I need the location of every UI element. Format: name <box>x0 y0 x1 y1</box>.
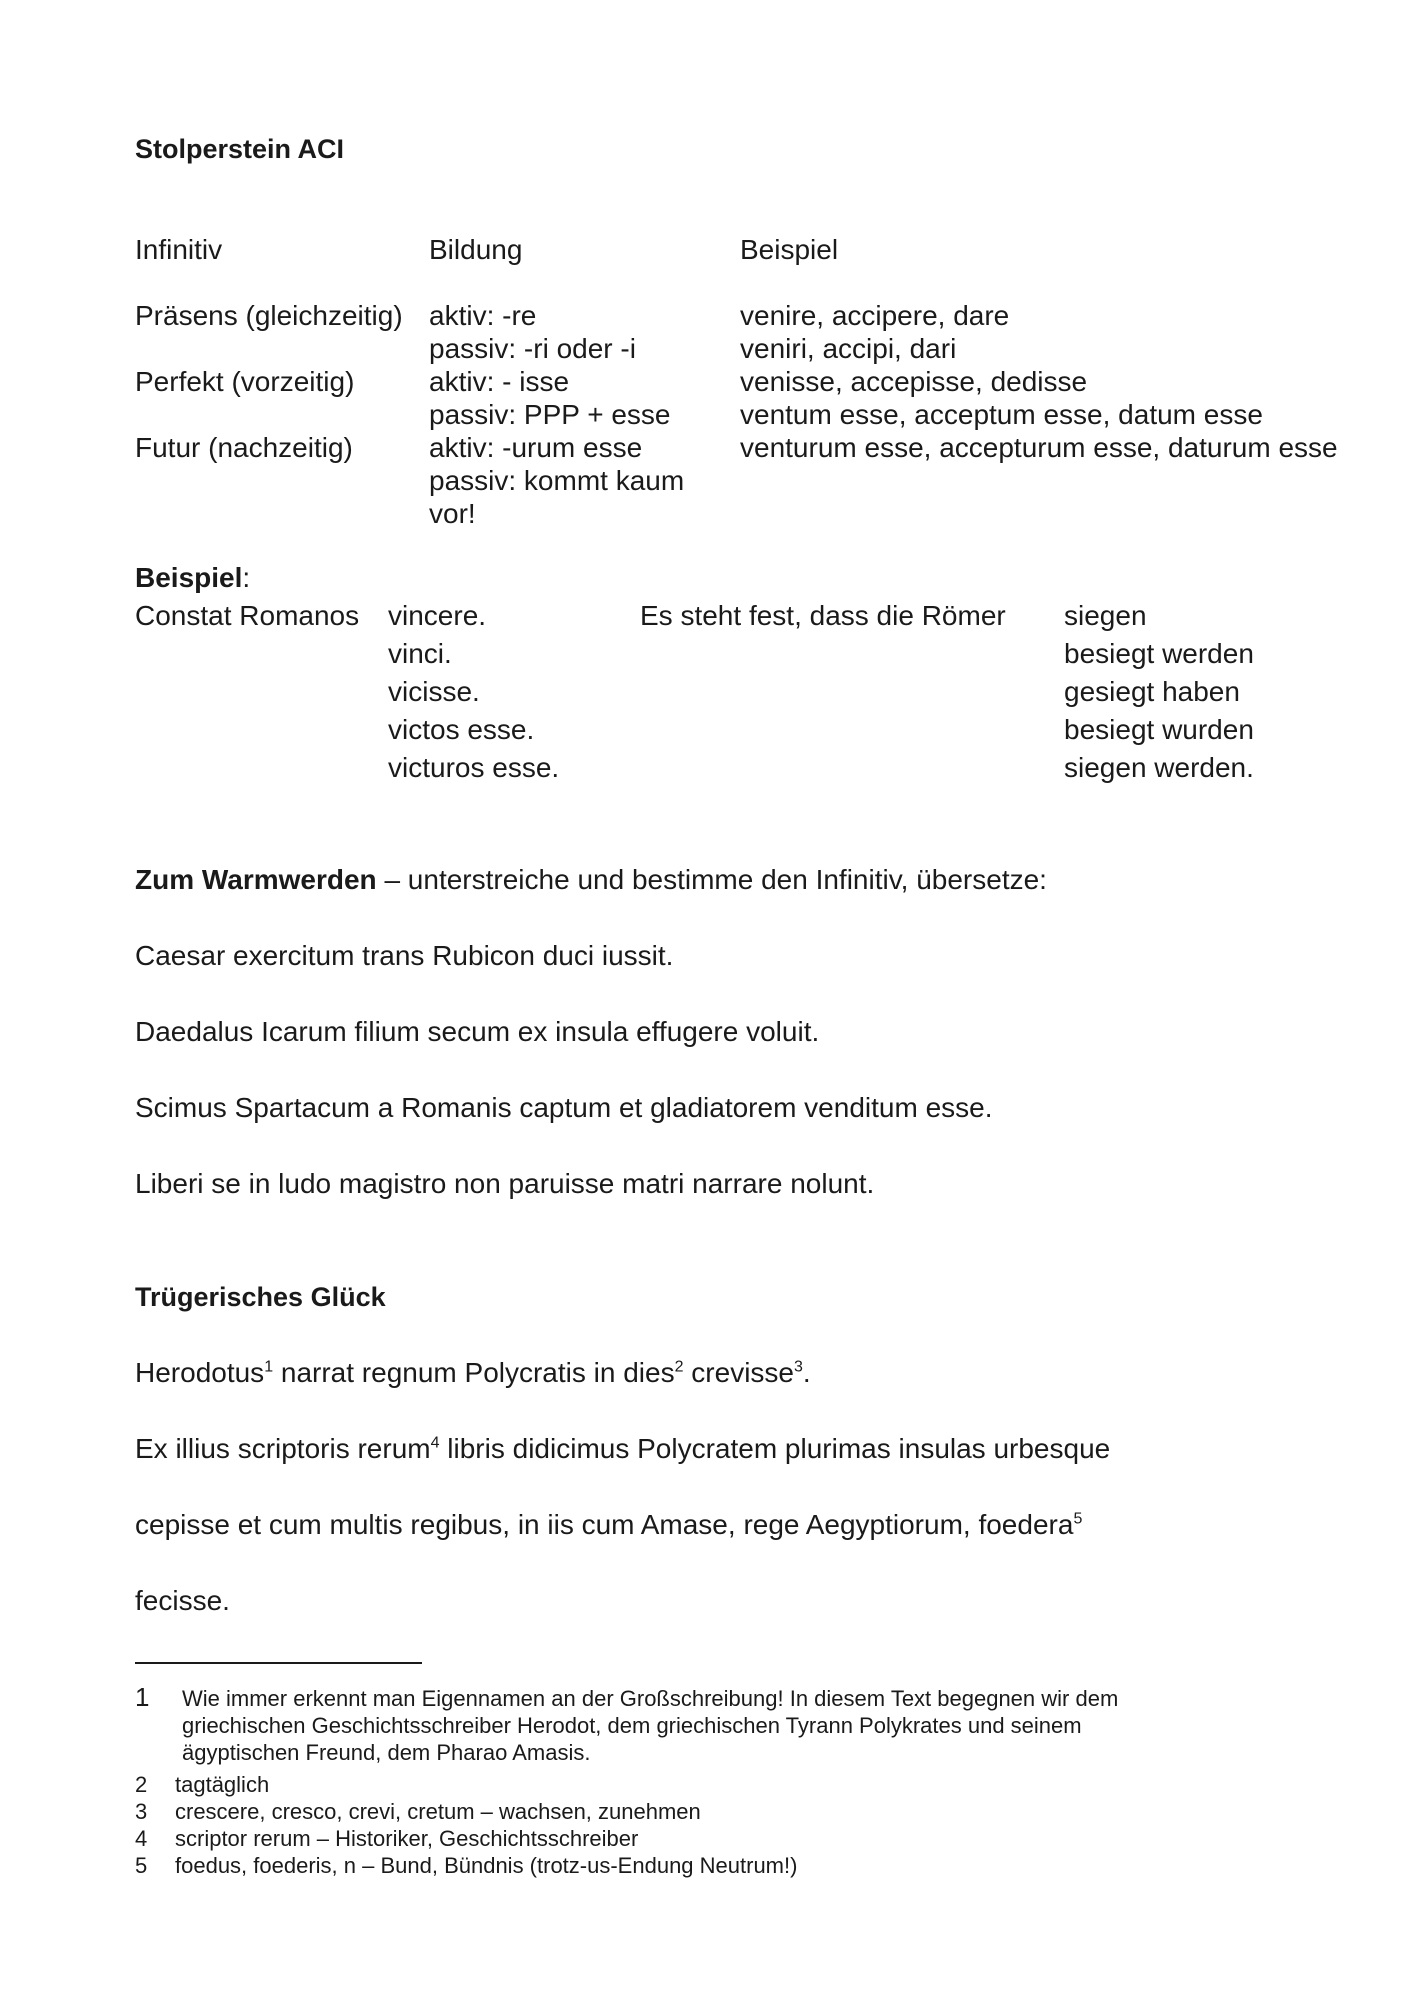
table-cell-form: passiv: PPP + esse <box>429 399 671 430</box>
text-fragment: Ex illius scriptoris rerum <box>135 1433 431 1464</box>
footnote-number: 4 <box>135 1826 148 1851</box>
table-cell-tense: Perfekt (vorzeitig) <box>135 366 355 397</box>
table-cell-tense: Präsens (gleichzeitig) <box>135 300 403 331</box>
table-header-bildung: Bildung <box>429 234 523 265</box>
table-cell-form: passiv: kommt kaum <box>429 465 685 496</box>
footnote-text: scriptor rerum – Historiker, Geschichtsschreiber <box>175 1826 639 1851</box>
footnote-text: griechischen Geschichtsschreiber Herodot, dem griechischen Tyrann Polykrates und seinem <box>182 1713 1082 1738</box>
warmup-sentence: Liberi se in ludo magistro non paruisse matri narrare nolunt. <box>135 1168 875 1199</box>
example-german: besiegt werden <box>1064 638 1254 669</box>
table-cell-form: aktiv: -urum esse <box>429 432 643 463</box>
example-heading-label: Beispiel <box>135 562 243 593</box>
text-fragment: libris didicimus Polycratem plurimas insulas urbesque <box>439 1433 1111 1464</box>
text-fragment: cepisse et cum multis regibus, in iis cum Amase, rege Aegyptiorum, foedera <box>135 1509 1074 1540</box>
table-cell-form: vor! <box>429 498 476 529</box>
table-cell-form: aktiv: - isse <box>429 366 570 397</box>
footnote-ref[interactable]: 5 <box>1073 1510 1083 1528</box>
footnote-text: foedus, foederis, n – Bund, Bündnis (trotz-us-Endung Neutrum!) <box>175 1853 798 1878</box>
table-cell-form: aktiv: -re <box>429 300 537 331</box>
example-latin: vinci. <box>388 638 452 669</box>
warmup-sentence: Caesar exercitum trans Rubicon duci iussit. <box>135 940 674 971</box>
footnote-ref[interactable]: 3 <box>793 1358 803 1376</box>
footnote-ref[interactable]: 2 <box>674 1358 684 1376</box>
warmup-sentence: Daedalus Icarum filium secum ex insula effugere voluit. <box>135 1016 820 1047</box>
warmup-instruction: – unterstreiche und bestimme den Infinitiv, übersetze: <box>376 864 1047 895</box>
text-fragment: . <box>802 1357 811 1388</box>
table-cell-example: veniri, accipi, dari <box>740 333 957 364</box>
table-header-beispiel: Beispiel <box>740 234 839 265</box>
footnote-ref[interactable]: 1 <box>264 1358 274 1376</box>
table-cell-example: venire, accipere, dare <box>740 300 1010 331</box>
example-german: siegen werden. <box>1064 752 1254 783</box>
text-fragment: narrat regnum Polycratis in dies <box>273 1357 675 1388</box>
table-cell-example: venisse, accepisse, dedisse <box>740 366 1088 397</box>
example-subject: Constat Romanos <box>135 600 360 631</box>
example-heading-colon: : <box>242 562 251 593</box>
text-heading: Trügerisches Glück <box>135 1282 386 1312</box>
table-header-infinitiv: Infinitiv <box>135 234 223 265</box>
example-latin: victos esse. <box>388 714 535 745</box>
footnote-text: tagtäglich <box>175 1772 270 1797</box>
footnote-text: crescere, cresco, crevi, cretum – wachsen, zunehmen <box>175 1799 701 1824</box>
example-german: siegen <box>1064 600 1147 631</box>
text-fragment: crevisse <box>683 1357 794 1388</box>
page-title: Stolperstein ACI <box>135 134 345 164</box>
footnote-separator <box>135 1662 422 1664</box>
text-line <box>135 1433 1110 1465</box>
example-latin: vicisse. <box>388 676 480 707</box>
footnote-ref[interactable]: 4 <box>430 1434 440 1452</box>
warmup-sentence: Scimus Spartacum a Romanis captum et gladiatorem venditum esse. <box>135 1092 993 1123</box>
warmup-heading-line <box>135 864 1047 896</box>
footnote-number: 1 <box>135 1682 150 1712</box>
footnote-number: 5 <box>135 1853 148 1878</box>
footnote-text: ägyptischen Freund, dem Pharao Amasis. <box>182 1740 591 1765</box>
text-line <box>135 1357 811 1389</box>
table-cell-tense: Futur (nachzeitig) <box>135 432 353 463</box>
example-heading <box>135 562 250 594</box>
table-cell-example: venturum esse, accepturum esse, daturum esse <box>740 432 1338 463</box>
table-cell-example: ventum esse, acceptum esse, datum esse <box>740 399 1263 430</box>
text-line: fecisse. <box>135 1585 230 1616</box>
example-latin: vincere. <box>388 600 487 631</box>
example-german: gesiegt haben <box>1064 676 1240 707</box>
footnote-text: Wie immer erkennt man Eigennamen an der Großschreibung! In diesem Text begegnen wir dem <box>182 1686 1119 1711</box>
footnote-number: 3 <box>135 1799 148 1824</box>
warmup-heading: Zum Warmwerden <box>135 864 377 895</box>
text-line <box>135 1509 1082 1541</box>
example-latin: victuros esse. <box>388 752 560 783</box>
footnote-number: 2 <box>135 1772 148 1797</box>
table-cell-form: passiv: -ri oder -i <box>429 333 636 364</box>
text-fragment: Herodotus <box>135 1357 265 1388</box>
example-german: besiegt wurden <box>1064 714 1254 745</box>
example-translation-lead: Es steht fest, dass die Römer <box>640 600 1006 631</box>
